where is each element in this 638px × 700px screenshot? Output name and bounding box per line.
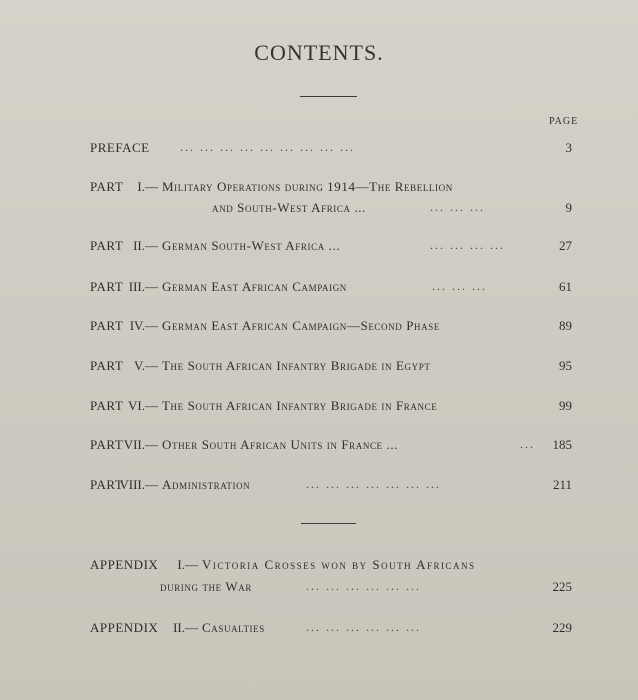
entry-number: VII.— — [123, 437, 158, 452]
page-number: 95 — [559, 358, 572, 373]
page-number: 185 — [552, 437, 572, 452]
page-number: 211 — [552, 477, 572, 492]
entry-title: The South African Infantry Brigade in France — [162, 398, 438, 413]
page-column-header: PAGE — [549, 116, 579, 127]
leader-dots: ... ... ... ... ... ... ... — [306, 477, 441, 491]
entry-label: PART — [90, 398, 124, 413]
leader-dots: ... ... ... ... ... ... ... ... ... — [180, 140, 355, 154]
page-title: CONTENTS. — [254, 40, 384, 65]
entry-label: APPENDIX — [90, 557, 159, 572]
entry-number: III.— — [128, 279, 158, 294]
entry-label: PREFACE — [90, 140, 150, 155]
leader-dots: ... ... ... ... — [430, 238, 505, 252]
entry-label: PART — [90, 318, 124, 333]
entry-title: Casualties — [202, 620, 265, 635]
entry-title: Victoria Crosses won by South Africans — [202, 557, 476, 572]
entry-number: VIII.— — [119, 477, 158, 492]
page-number: 9 — [565, 200, 572, 215]
page-number: 3 — [565, 140, 572, 155]
entry-label: PART — [90, 238, 124, 253]
entry-title: Military Operations during 1914—The Rebellion — [162, 179, 453, 194]
page-number: 61 — [559, 279, 572, 294]
entry-title: German South-West Africa ... — [162, 238, 341, 253]
entry-number: I.— — [137, 179, 158, 194]
entry-number: II.— — [173, 620, 198, 635]
leader-dots: ... ... ... ... ... ... — [306, 579, 421, 593]
entry-number: VI.— — [128, 398, 158, 413]
page-number: 99 — [559, 398, 572, 413]
entry-title: German East African Campaign—Second Phase — [162, 318, 440, 333]
entry-number: I.— — [177, 557, 198, 572]
entry-label: PART — [90, 179, 124, 194]
entry-label: APPENDIX — [90, 620, 159, 635]
page-number: 89 — [559, 318, 572, 333]
title-rule — [300, 96, 357, 97]
page-number: 27 — [559, 238, 572, 253]
entry-label: PART — [90, 279, 124, 294]
entry-number: V.— — [134, 358, 158, 373]
entry-title: Other South African Units in France ... — [162, 437, 399, 452]
page-number: 225 — [552, 579, 572, 594]
entry-label: PART — [90, 358, 124, 373]
entry-title: German East African Campaign — [162, 279, 347, 294]
page-number: 229 — [552, 620, 572, 635]
section-rule — [301, 523, 356, 524]
entry-title-continued: and South-West Africa ... — [212, 200, 367, 215]
leader-dots: ... ... ... — [432, 279, 487, 293]
entry-label: PART — [90, 477, 124, 492]
leader-dots: ... ... ... ... ... ... — [306, 620, 421, 634]
entry-number: II.— — [133, 238, 158, 253]
leader-dots: ... — [520, 437, 535, 451]
entry-label: PART — [90, 437, 124, 452]
leader-dots: ... ... ... — [430, 200, 485, 214]
entry-number: IV.— — [129, 318, 158, 333]
entry-title: Administration — [162, 477, 251, 492]
entry-title-continued: during the War — [160, 579, 252, 594]
entry-title: The South African Infantry Brigade in Egypt — [162, 358, 431, 373]
